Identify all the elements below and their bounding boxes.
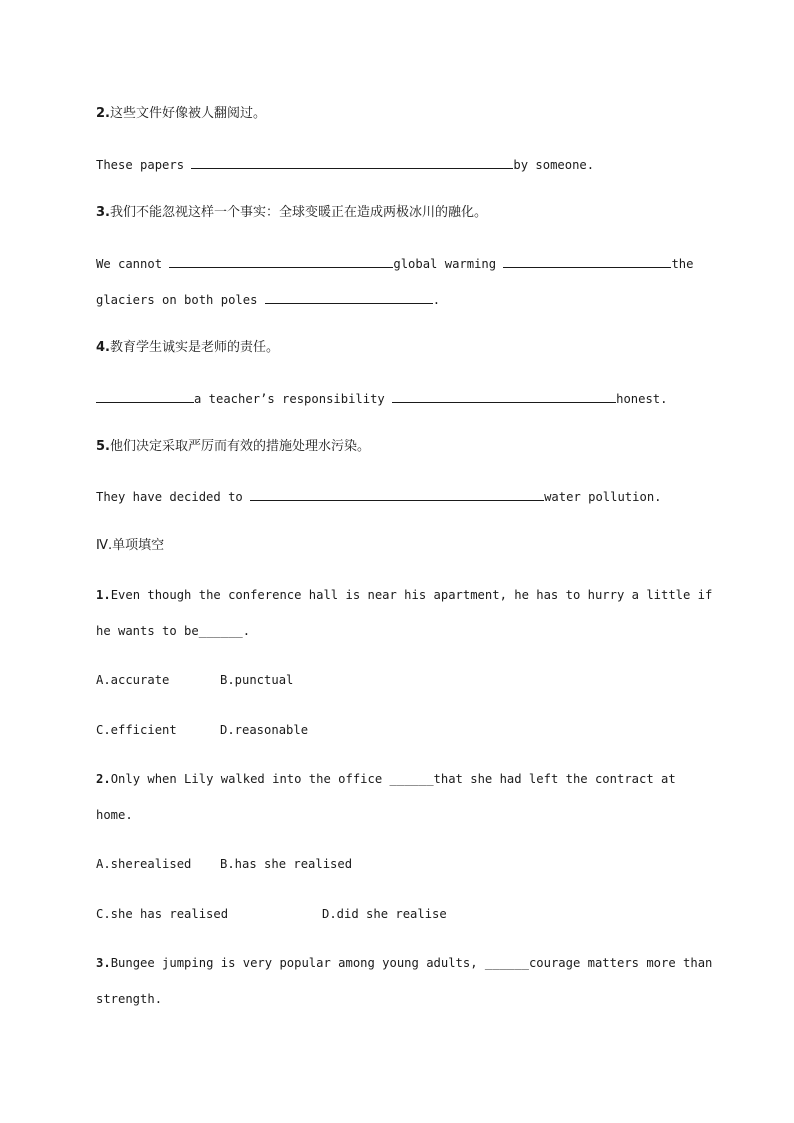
chinese-sentence: 教育学生诚实是老师的责任。 [109,340,279,355]
mc-q1-option-c[interactable]: C.efficient [96,723,177,737]
sentence-fragment: They have decided to [96,490,251,504]
sentence-fragment: . [432,293,441,307]
sentence-fragment: honest. [616,392,668,406]
answer-blank[interactable]: ______ [198,624,243,638]
q2-english-answer-line [96,156,594,173]
chinese-sentence: 这些文件好像被人翻阅过。 [109,106,266,121]
mc-q1-stem-line-2 [96,623,250,639]
sentence-fragment: water pollution. [544,490,662,504]
question-text: Bungee jumping is very popular among young adults, [110,956,485,970]
mc-q2-option-b[interactable]: B.has she realised [220,857,353,871]
chinese-sentence: 他们决定采取严厉而有效的措施处理水污染。 [109,439,370,454]
mc-q1-option-b[interactable]: B.punctual [220,673,294,687]
mc-q2-stem-line-1 [96,771,676,787]
mc-q2-option-d[interactable]: D.did she realise [322,907,447,921]
q2-chinese-prompt [96,106,266,122]
mc-q1-stem-line-1 [96,587,712,603]
answer-blank[interactable] [250,488,544,501]
question-text: . [242,624,251,638]
mc-q2-option-c[interactable]: C.she has realised [96,907,229,921]
sentence-fragment: These papers [96,158,192,172]
question-number: 4. [96,340,110,355]
answer-blank[interactable]: ______ [389,772,434,786]
mc-q1-option-a[interactable]: A.accurate [96,673,170,687]
sentence-fragment: glaciers on both poles [96,293,265,307]
sentence-fragment: a teacher’s responsibility [194,392,393,406]
q4-chinese-prompt [96,340,279,356]
question-number: 3. [96,956,111,970]
answer-blank[interactable] [169,255,393,268]
q5-chinese-prompt [96,439,370,455]
question-text: that she had left the contract at [433,772,676,786]
question-text: he wants to be [96,624,199,638]
answer-blank[interactable] [96,390,194,403]
q3-english-answer-line-2 [96,291,440,308]
question-number: 2. [96,106,110,121]
answer-blank[interactable] [503,255,671,268]
question-text: Only when Lily walked into the office [110,772,390,786]
question-text: Even though the conference hall is near his apartment, he has to hurry a little if [110,588,713,602]
section-heading: Ⅳ.单项填空 [96,538,165,553]
mc-q3-stem-line-1 [96,955,712,971]
q4-english-answer-line [96,390,668,407]
mc-q2-stem-line-2: home. [96,808,133,822]
question-number: 1. [96,588,111,602]
answer-blank[interactable] [392,390,616,403]
answer-blank[interactable]: ______ [484,956,529,970]
answer-blank[interactable] [265,291,433,304]
mc-q1-option-d[interactable]: D.reasonable [220,723,309,737]
chinese-sentence: 我们不能忽视这样一个事实：全球变暖正在造成两极冰川的融化。 [109,205,487,220]
sentence-fragment: We cannot [96,257,170,271]
mc-q2-option-a[interactable]: A.sherealised [96,857,192,871]
sentence-fragment: global warming [393,257,504,271]
sentence-fragment: by someone. [513,158,595,172]
q5-english-answer-line [96,488,662,505]
question-number: 3. [96,205,110,220]
mc-q3-stem-line-2: strength. [96,992,163,1006]
question-text: courage matters more than [528,956,713,970]
sentence-fragment: the [671,257,694,271]
answer-blank[interactable] [191,156,513,169]
q3-chinese-prompt [96,205,487,221]
question-number: 5. [96,439,110,454]
question-number: 2. [96,772,111,786]
q3-english-answer-line-1 [96,255,693,272]
